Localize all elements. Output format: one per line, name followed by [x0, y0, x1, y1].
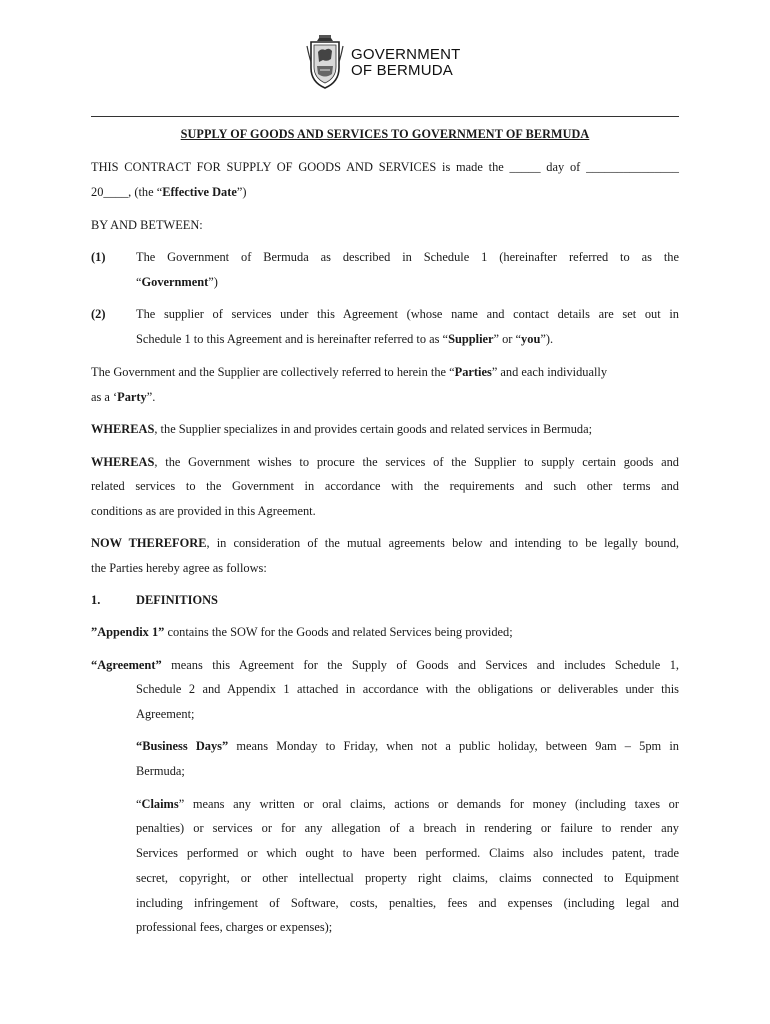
- definition-agreement-line-3: Agreement;: [136, 707, 195, 721]
- logo-line-2: OF BERMUDA: [351, 62, 454, 79]
- definition-claims-line-4: secret, copyright, or other intellectual property right claims, claims connected to Equipment: [136, 871, 679, 885]
- section-1-title: DEFINITIONS: [136, 593, 218, 607]
- definition-business-days-line-1: “Business Days” means Monday to Friday, when not a public holiday, between 9am – 5pm in: [136, 739, 679, 753]
- parties-line-1: The Government and the Supplier are collectively referred to herein the “Parties” and each individually: [91, 365, 608, 379]
- definition-claims-line-5: including infringement of Software, costs, penalties, fees and expenses (including legal and: [136, 896, 679, 910]
- definition-claims-line-2: penalties) or services or for any allegation of a breach in rendering or failure to render any: [136, 821, 679, 835]
- whereas-2-line-2: related services to the Government in accordance with the requirements and such other terms and: [91, 479, 679, 493]
- header-divider: [91, 116, 679, 117]
- definition-agreement-line-1: “Agreement” means this Agreement for the Supply of Goods and Services and includes Schedule 1,: [91, 658, 679, 672]
- definition-claims-line-3: Services performed or which ought to have been performed. Claims also includes patent, trade: [136, 846, 679, 860]
- section-1-number: 1.: [91, 593, 101, 607]
- party-1-line-2: “Government”): [136, 275, 218, 289]
- party-2-number: (2): [91, 307, 106, 321]
- definition-agreement-line-2: Schedule 2 and Appendix 1 attached in accordance with the obligations or deliverables under this: [136, 682, 679, 696]
- party-2-line-2: Schedule 1 to this Agreement and is hereinafter referred to as “Supplier” or “you”).: [136, 332, 554, 346]
- now-therefore-line-1: NOW THEREFORE, in consideration of the mutual agreements below and intending to be legally bound,: [91, 536, 679, 550]
- by-and-between: BY AND BETWEEN:: [91, 218, 203, 232]
- intro-line-2: 20____, (the “Effective Date”): [91, 185, 247, 199]
- whereas-1: WHEREAS, the Supplier specializes in and provides certain goods and related services in Bermuda;: [91, 422, 593, 436]
- bermuda-coat-of-arms-icon: [305, 32, 345, 90]
- whereas-2-line-1: WHEREAS, the Government wishes to procure the services of the Supplier to supply certain goods and: [91, 455, 679, 469]
- logo-wordmark: [351, 47, 461, 79]
- whereas-2-line-3: conditions as are provided in this Agreement.: [91, 504, 316, 518]
- parties-line-2: as a ‘Party”.: [91, 390, 156, 404]
- party-1-number: (1): [91, 250, 106, 264]
- definition-business-days-line-2: Bermuda;: [136, 764, 185, 778]
- definition-claims-line-6: professional fees, charges or expenses);: [136, 920, 333, 934]
- party-2-line-1: The supplier of services under this Agreement (whose name and contact details are set out in: [136, 307, 679, 321]
- definition-claims-line-1: “Claims” means any written or oral claims, actions or demands for money (including taxes or: [136, 797, 679, 811]
- logo-line-1: GOVERNMENT: [351, 46, 461, 63]
- intro-line-1: THIS CONTRACT FOR SUPPLY OF GOODS AND SERVICES is made the _____ day of _______________: [91, 160, 679, 174]
- document-title: SUPPLY OF GOODS AND SERVICES TO GOVERNMENT OF BERMUDA: [180, 127, 590, 141]
- definition-appendix-1: ”Appendix 1” contains the SOW for the Goods and related Services being provided;: [91, 625, 513, 639]
- government-logo: [305, 32, 475, 92]
- now-therefore-line-2: the Parties hereby agree as follows:: [91, 561, 267, 575]
- party-1-line-1: The Government of Bermuda as described in Schedule 1 (hereinafter referred to as the: [136, 250, 679, 264]
- effective-date-term: Effective Date: [162, 185, 237, 199]
